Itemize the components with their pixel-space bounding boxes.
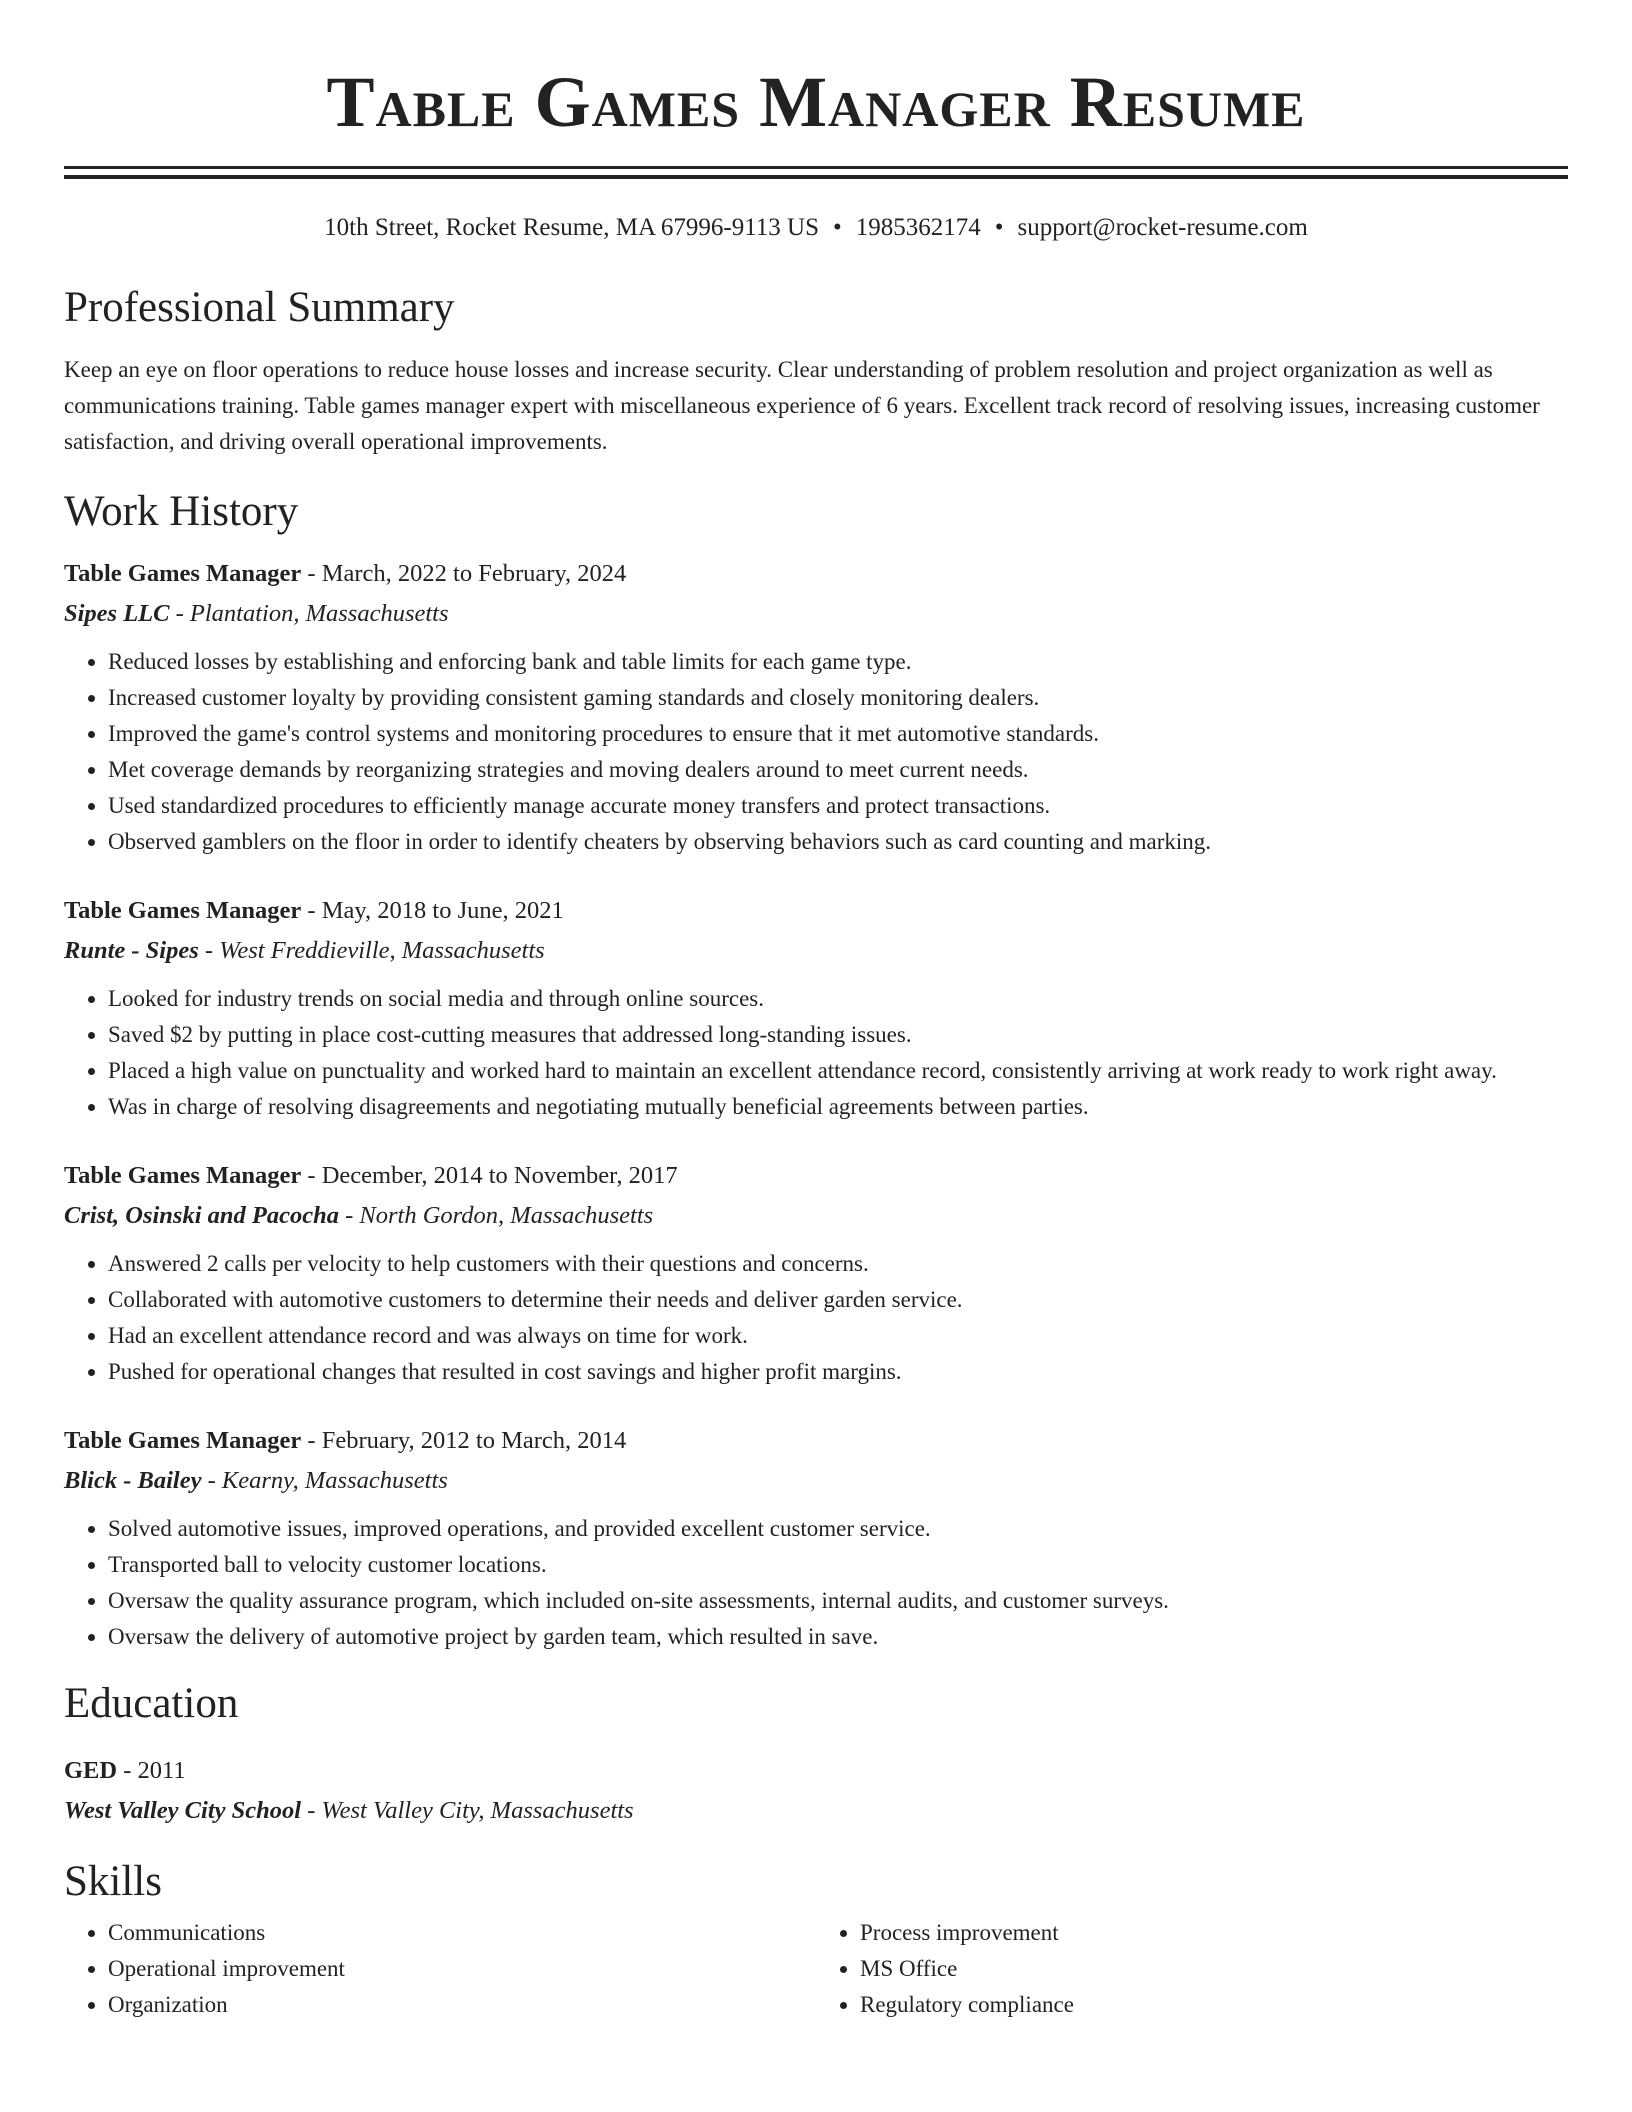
contact-email: support@rocket-resume.com (1017, 214, 1308, 241)
page-title: Table Games Manager Resume (326, 62, 1306, 142)
title-divider-top (64, 166, 1568, 169)
title-divider-bottom (64, 175, 1568, 179)
contact-address: 10th Street, Rocket Resume, MA 67996-9113 US (324, 214, 820, 241)
job-entry (64, 1421, 1568, 1655)
degree-line (64, 1751, 1568, 1791)
job-dates: - May, 2018 to June, 2021 (301, 897, 564, 924)
company-line (64, 594, 1568, 634)
skill-item: • MS Office (860, 1951, 1568, 1987)
job-title-line (64, 554, 1568, 594)
job-bullet: • Looked for industry trends on social media and through online sources. (108, 981, 1568, 1017)
job-bullet: • Improved the game's control systems and monitoring procedures to ensure that it met automotive standards. (108, 716, 1568, 752)
job-entry (64, 1156, 1568, 1390)
company-name: Blick - Bailey (64, 1467, 202, 1494)
contact-line (64, 213, 1568, 243)
company-location: - North Gordon, Massachusetts (339, 1202, 654, 1229)
job-bullet: • Was in charge of resolving disagreements and negotiating mutually beneficial agreements between parties. (108, 1089, 1568, 1125)
job-bullets (64, 1511, 1568, 1655)
job-bullet: • Used standardized procedures to efficiently manage accurate money transfers and protect transactions. (108, 788, 1568, 824)
degree-name: GED (64, 1757, 118, 1784)
job-bullet: • Transported ball to velocity customer locations. (108, 1547, 1568, 1583)
job-bullet: • Reduced losses by establishing and enforcing bank and table limits for each game type. (108, 644, 1568, 680)
company-location: - West Freddieville, Massachusetts (198, 937, 545, 964)
company-name: Crist, Osinski and Pacocha (64, 1202, 339, 1229)
contact-phone: 1985362174 (855, 214, 981, 241)
job-title: Table Games Manager (64, 897, 302, 924)
school-location: - West Valley City, Massachusetts (301, 1797, 634, 1824)
skill-item: • Process improvement (860, 1915, 1568, 1951)
job-bullets (64, 981, 1568, 1125)
job-title: Table Games Manager (64, 1427, 302, 1454)
job-bullet: • Met coverage demands by reorganizing strategies and moving dealers around to meet current needs. (108, 752, 1568, 788)
skill-item: • Organization (108, 1987, 816, 2023)
job-bullet: • Placed a high value on punctuality and worked hard to maintain an excellent attendance record, consistently arriving at work ready to work right away. (108, 1053, 1568, 1089)
job-bullets (64, 644, 1568, 860)
school-line (64, 1791, 1568, 1831)
summary-text: Keep an eye on floor operations to reduce house losses and increase security. Clear understanding of problem resolution and project organization as well as communications training. Table games manager expert with miscellaneous experience of 6 years. Excellent track record of resolving issues, increasing customer satisfaction, and driving overall operational improvements. (64, 357, 1540, 454)
company-line (64, 1196, 1568, 1236)
job-title-line (64, 891, 1568, 931)
skill-item: • Communications (108, 1915, 816, 1951)
company-name: Runte - Sipes (64, 937, 199, 964)
job-bullets (64, 1246, 1568, 1390)
job-bullet: • Solved automotive issues, improved operations, and provided excellent customer service. (108, 1511, 1568, 1547)
job-bullet: • Had an excellent attendance record and was always on time for work. (108, 1318, 1568, 1354)
company-line (64, 1461, 1568, 1501)
education-heading: Education (64, 1680, 239, 1727)
job-bullet: • Increased customer loyalty by providing consistent gaming standards and closely monitoring dealers. (108, 680, 1568, 716)
job-entry (64, 554, 1568, 860)
job-bullet: • Oversaw the delivery of automotive project by garden team, which resulted in save. (108, 1619, 1568, 1655)
company-line (64, 931, 1568, 971)
job-bullet: • Oversaw the quality assurance program, which included on-site assessments, internal audits, and customer surveys. (108, 1583, 1568, 1619)
job-bullet: • Saved $2 by putting in place cost-cutting measures that addressed long-standing issues. (108, 1017, 1568, 1053)
job-entry (64, 891, 1568, 1125)
job-title: Table Games Manager (64, 1162, 302, 1189)
skills-column-right (816, 1915, 1568, 2023)
job-dates: - December, 2014 to November, 2017 (301, 1162, 678, 1189)
skill-item: • Operational improvement (108, 1951, 816, 1987)
company-location: - Kearny, Massachusetts (201, 1467, 448, 1494)
contact-separator: • (994, 214, 1004, 241)
job-bullet: • Pushed for operational changes that resulted in cost savings and higher profit margins. (108, 1354, 1568, 1390)
skills-grid (64, 1915, 1568, 2023)
company-location: - Plantation, Massachusetts (169, 600, 449, 627)
contact-separator: • (833, 214, 842, 241)
job-bullet: • Answered 2 calls per velocity to help customers with their questions and concerns. (108, 1246, 1568, 1282)
job-title-line (64, 1421, 1568, 1461)
summary-heading: Professional Summary (64, 284, 455, 331)
job-dates: - March, 2022 to February, 2024 (301, 560, 627, 587)
education-entry (64, 1751, 1568, 1831)
company-name: Sipes LLC (64, 600, 170, 627)
job-title-line (64, 1156, 1568, 1196)
work-history-heading: Work History (64, 488, 299, 535)
job-dates: - February, 2012 to March, 2014 (301, 1427, 627, 1454)
job-bullet: • Collaborated with automotive customers to determine their needs and deliver garden service. (108, 1282, 1568, 1318)
school-name: West Valley City School (64, 1797, 302, 1824)
job-title: Table Games Manager (64, 560, 302, 587)
job-bullet: • Observed gamblers on the floor in order to identify cheaters by observing behaviors such as card counting and marking. (108, 824, 1568, 860)
degree-year: - 2011 (117, 1757, 186, 1784)
skills-column-left (64, 1915, 816, 2023)
skill-item: • Regulatory compliance (860, 1987, 1568, 2023)
skills-heading: Skills (64, 1858, 162, 1905)
